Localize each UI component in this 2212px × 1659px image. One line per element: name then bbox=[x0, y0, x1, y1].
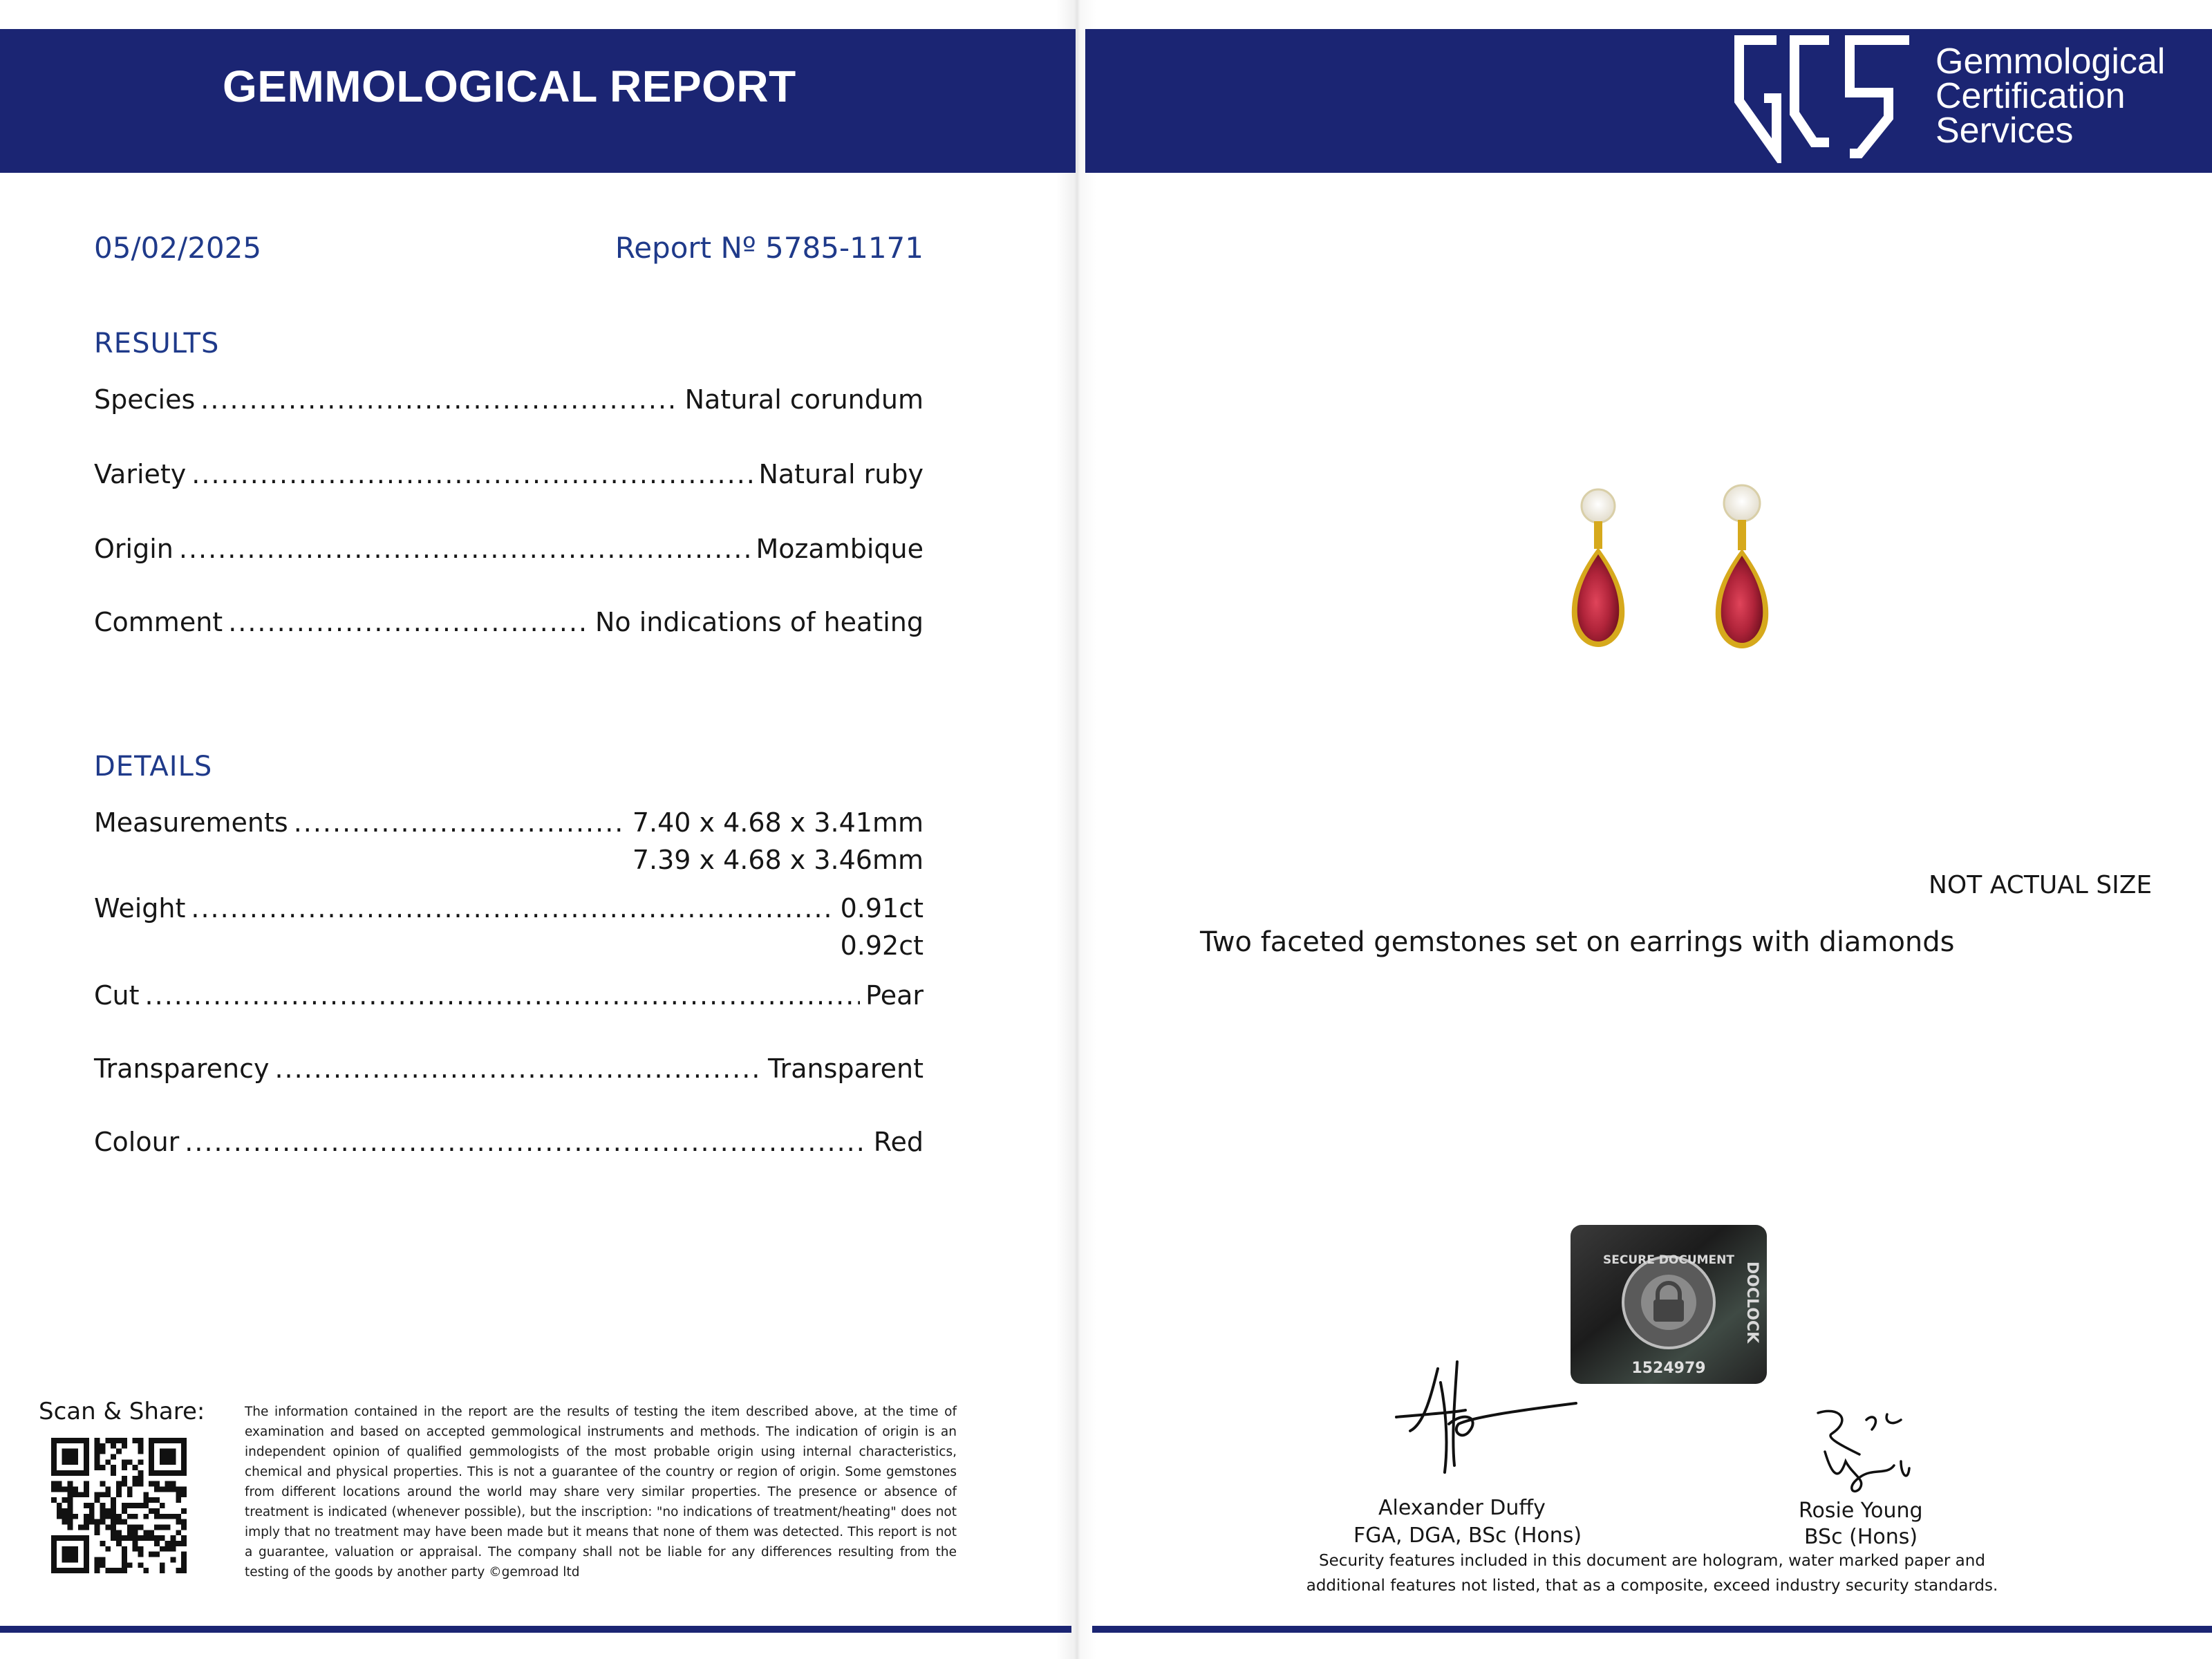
row-value: Mozambique bbox=[756, 534, 924, 564]
detail-measurements-second: 7.39 x 4.68 x 3.46mm bbox=[632, 845, 924, 875]
signer-credentials-2: BSc (Hons) bbox=[1804, 1525, 1918, 1549]
signer-name-2: Rosie Young bbox=[1799, 1499, 1923, 1523]
brand-name bbox=[1936, 41, 2166, 151]
detail-row-measurements bbox=[94, 807, 924, 838]
detail-weight-second: 0.92ct bbox=[840, 930, 924, 961]
row-value: Pear bbox=[865, 980, 924, 1011]
report-title: GEMMOLOGICAL REPORT bbox=[223, 62, 796, 111]
row-label: Weight bbox=[94, 893, 186, 924]
report-date: 05/02/2025 bbox=[94, 231, 262, 265]
seal-number: 1524979 bbox=[1631, 1360, 1706, 1377]
row-label: Measurements bbox=[94, 807, 288, 838]
disclaimer-text: The information contained in the report are the results of testing the item described above, at the time of examination and based on accepted gemmological instruments and methods. The indication of origin is an independent opinion of qualified gemmologists of the most probable origin using internal characteristics, chemical and physical properties. This is not a guarantee of the country or region of origin. Some gemstones from different locations around the world may share very similar properties. The presence or absence of treatment is indicated (whenever possible), but the inscription: "no indications of treatment/heating" does not imply that no treatment may have been made but it means that none of them was detected. This report is not a guarantee, valuation or appraisal. The company shall not be liable for any differences resulting from the testing of the goods by another party ©gemroad ltd bbox=[245, 1405, 957, 1580]
row-label: Origin bbox=[94, 534, 174, 564]
leader-dots bbox=[145, 980, 861, 1011]
row-value: Red bbox=[873, 1127, 924, 1157]
detail-row-colour bbox=[94, 1127, 924, 1157]
earring-right bbox=[1716, 485, 1768, 648]
details-heading: DETAILS bbox=[94, 751, 213, 782]
detail-row-transparency bbox=[94, 1053, 924, 1084]
scan-share-label: Scan & Share: bbox=[39, 1398, 205, 1425]
row-label: Variety bbox=[94, 459, 187, 489]
row-label: Colour bbox=[94, 1127, 180, 1157]
result-row-species bbox=[94, 384, 924, 415]
qr-code-icon[interactable] bbox=[51, 1438, 187, 1573]
leader-dots bbox=[294, 807, 627, 838]
detail-row-weight bbox=[94, 893, 924, 924]
item-caption: Two faceted gemstones set on earrings with diamonds bbox=[1200, 926, 1955, 958]
row-label: Comment bbox=[94, 607, 223, 637]
security-features-note: Security features included in this document are hologram, water marked paper and additional features not listed, that as a composite, exceed industry security standards. bbox=[1306, 1552, 1998, 1595]
right-page bbox=[1076, 0, 2212, 1659]
signature-alexander-duffy bbox=[1382, 1355, 1590, 1493]
signer-credentials-1: FGA, DGA, BSc (Hons) bbox=[1353, 1524, 1582, 1548]
leader-dots bbox=[200, 384, 679, 415]
brand-line-2: Certification bbox=[1936, 76, 2126, 116]
leader-dots bbox=[274, 1053, 762, 1084]
report-number: Report Nº 5785-1171 bbox=[615, 231, 924, 265]
seal-brand: DOCLOCK bbox=[1743, 1261, 1761, 1344]
row-value: Natural corundum bbox=[684, 384, 924, 415]
leader-dots bbox=[179, 534, 751, 564]
row-value: 0.91ct bbox=[840, 893, 924, 924]
signer-name-1: Alexander Duffy bbox=[1378, 1496, 1546, 1520]
signature-rosie-young bbox=[1797, 1399, 1922, 1503]
row-label: Transparency bbox=[94, 1053, 270, 1084]
book-gutter bbox=[1056, 0, 1096, 1659]
earring-left bbox=[1572, 489, 1624, 647]
gcs-logo-icon bbox=[1728, 32, 1929, 163]
bottom-rule-left bbox=[0, 1626, 1071, 1633]
results-heading: RESULTS bbox=[94, 328, 220, 359]
row-label: Cut bbox=[94, 980, 140, 1011]
result-row-comment bbox=[94, 607, 924, 637]
result-row-variety bbox=[94, 459, 924, 489]
not-actual-size-note: NOT ACTUAL SIZE bbox=[1929, 871, 2153, 899]
doclock-hologram-seal bbox=[1571, 1225, 1767, 1384]
row-value: No indications of heating bbox=[594, 607, 924, 637]
row-value: Natural ruby bbox=[758, 459, 924, 489]
brand-line-1: Gemmological bbox=[1936, 41, 2166, 82]
row-value: Transparent bbox=[768, 1053, 924, 1084]
detail-row-cut bbox=[94, 980, 924, 1011]
bottom-rule-right bbox=[1092, 1626, 2212, 1633]
row-label: Species bbox=[94, 384, 196, 415]
ruby-earrings-photo bbox=[1541, 470, 1804, 677]
seal-text: SECURE DOCUMENT bbox=[1603, 1253, 1734, 1267]
row-value: 7.40 x 4.68 x 3.41mm bbox=[632, 807, 924, 838]
leader-dots bbox=[228, 607, 590, 637]
leader-dots bbox=[185, 1127, 868, 1157]
leader-dots bbox=[191, 459, 753, 489]
leader-dots bbox=[191, 893, 834, 924]
result-row-origin bbox=[94, 534, 924, 564]
brand-line-3: Services bbox=[1936, 111, 2074, 151]
